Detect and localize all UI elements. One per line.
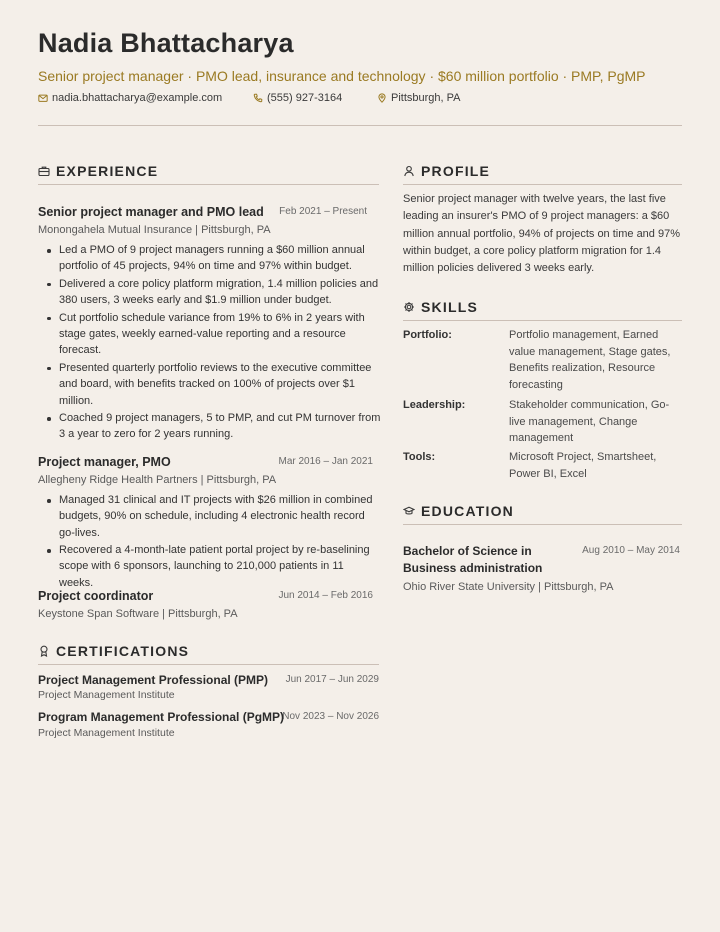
contact-email[interactable] [38, 92, 222, 104]
skills-title: SKILLS [421, 299, 478, 315]
candidate-name: Nadia Bhattacharya [38, 28, 294, 58]
cert-title: Project Management Professional (PMP) [38, 673, 269, 687]
job-dates: Feb 2021 – Present [279, 206, 367, 217]
profile-heading [403, 163, 490, 179]
skills-divider [403, 320, 682, 321]
job-title: Project coordinator [38, 589, 154, 603]
email-text: nadia.bhattacharya@example.com [52, 92, 223, 104]
map-pin-icon [377, 93, 387, 103]
job-org: Allegheny Ridge Health Partners | Pittsburgh, PA [38, 474, 277, 486]
phone-icon [253, 93, 263, 103]
certifications-divider [38, 664, 379, 665]
header-divider [38, 125, 682, 126]
envelope-icon [38, 93, 48, 103]
skill-label: Leadership: [403, 399, 466, 411]
cert-dates: Jun 2017 – Jun 2029 [285, 674, 379, 685]
job-dates: Jun 2014 – Feb 2016 [278, 590, 373, 601]
job-org: Keystone Span Software | Pittsburgh, PA [38, 608, 238, 620]
briefcase-icon [38, 165, 50, 177]
bullet-item: Recovered a 4-month-late patient portal project by re-baselining scope with 6 sponsors, launching to 210,000 patients in 11 weeks. [38, 542, 381, 591]
education-divider [403, 524, 682, 525]
ribbon-award-icon [38, 645, 50, 657]
certifications-heading [38, 643, 189, 659]
education-title: EDUCATION [421, 503, 514, 519]
bullet-item: Managed 31 clinical and IT projects with $26 million in combined budgets, 90% on schedule, including 4 electronic health record go-lives. [38, 492, 381, 541]
job-dates: Mar 2016 – Jan 2021 [278, 456, 373, 467]
bullet-item: Coached 9 project managers, 5 to PMP, and cut PM turnover from 3 a year to zero for 2 years running. [38, 410, 381, 443]
bullet-item: Cut portfolio schedule variance from 19% to 6% in 2 years with stage gates, weekly earned-value reporting and a resource forecast. [38, 310, 381, 359]
education-heading [403, 503, 514, 519]
cert-org: Project Management Institute [38, 689, 175, 701]
contact-location [377, 92, 461, 104]
certifications-title: CERTIFICATIONS [56, 643, 190, 659]
headline: Senior project manager · PMO lead, insurance and technology · $60 million portfolio · PMP, PgMP [38, 68, 646, 84]
skill-label: Portfolio: [403, 329, 452, 341]
cert-org: Project Management Institute [38, 727, 175, 739]
experience-divider [38, 184, 379, 185]
skill-value: Microsoft Project, Smartsheet, Power BI, Excel [509, 451, 657, 480]
contact-phone[interactable] [253, 92, 342, 104]
bullet-item: Led a PMO of 9 project managers running a $60 million annual portfolio of 45 projects, 94% on time and 97% within budget. [38, 242, 381, 275]
bullet-item: Delivered a core policy platform migration, 1.4 million policies and 380 users, 3 weeks early and $1.9 million under budget. [38, 276, 381, 309]
cert-dates: Nov 2023 – Nov 2026 [282, 711, 379, 722]
education-dates: Aug 2010 – May 2014 [582, 545, 680, 556]
cert-title: Program Management Professional (PgMP) [38, 710, 285, 724]
person-icon [403, 165, 415, 177]
experience-heading [38, 163, 158, 179]
phone-text: (555) 927-3164 [267, 92, 343, 104]
skill-value: Portfolio management, Earned value management, Stage gates, Benefits realization, Resource forecasting [509, 329, 671, 391]
job-bullets [38, 492, 381, 592]
bullet-item: Presented quarterly portfolio reviews to the executive committee and board, with benefits tracked on 100% of projects over $1 million. [38, 360, 381, 409]
skills-heading [403, 299, 478, 315]
experience-title: EXPERIENCE [56, 163, 159, 179]
job-bullets [38, 242, 381, 444]
profile-title: PROFILE [421, 163, 491, 179]
job-title: Senior project manager and PMO lead [38, 205, 264, 219]
education-org: Ohio River State University | Pittsburgh, PA [403, 581, 614, 593]
profile-summary: Senior project manager with twelve years, the last five leading an insurer's PMO of 9 project managers: a $60 million annual portfolio, 94% of projects on time and 97% within budget, a core policy platform migration for 1.4 million policies delivered 3 weeks early. [403, 193, 680, 275]
gear-icon [403, 301, 415, 313]
skill-label: Tools: [403, 451, 436, 463]
resume-page [38, 0, 682, 932]
job-title: Project manager, PMO [38, 455, 171, 469]
graduation-cap-icon [403, 505, 415, 517]
job-org: Monongahela Mutual Insurance | Pittsburgh, PA [38, 224, 271, 236]
location-text: Pittsburgh, PA [391, 92, 461, 104]
skill-value: Stakeholder communication, Go-live management, Change management [509, 399, 670, 444]
education-degree: Bachelor of Science in Business administration [403, 544, 543, 575]
profile-divider [403, 184, 682, 185]
contact-row [38, 92, 682, 106]
